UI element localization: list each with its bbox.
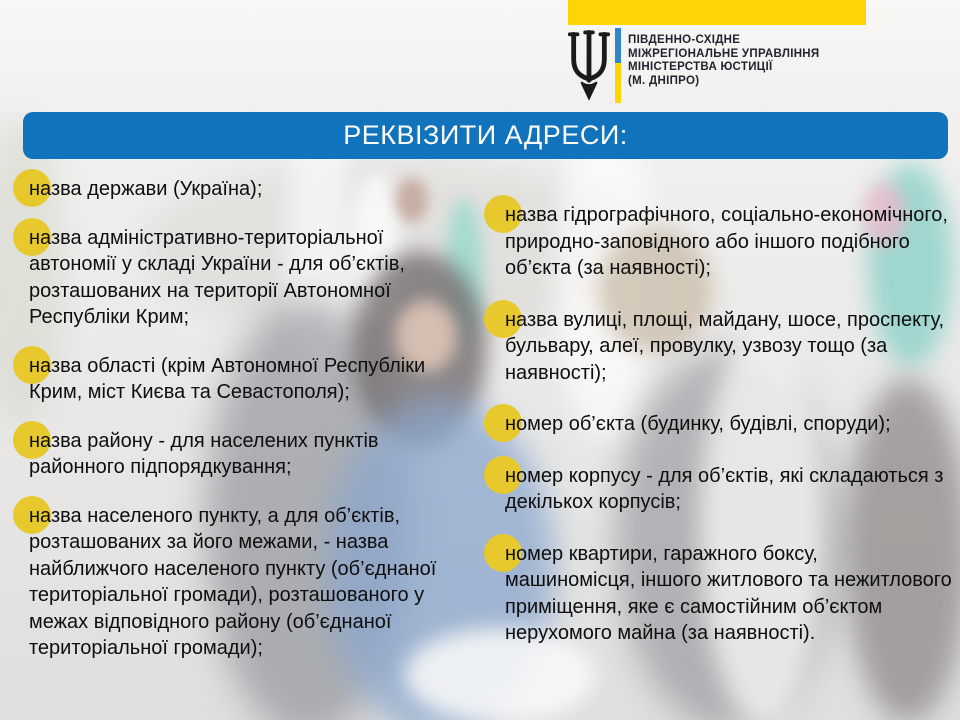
item-text: назва вулиці, площі, майдану, шосе, проспекту, бульвару, алеї, провулку, узвозу тощо (за наявності); bbox=[505, 308, 944, 384]
item-text: назва району - для населених пунктів районного підпорядкування; bbox=[29, 429, 379, 478]
item-text: назва адміністративно-територіальної автономії у складі України - для об’єктів, розташованих на території Автономної Республіки Крим; bbox=[29, 226, 405, 328]
list-item bbox=[505, 202, 953, 282]
list-item bbox=[505, 307, 953, 387]
ministry-logo bbox=[566, 28, 819, 103]
list-item bbox=[29, 428, 457, 481]
list-item bbox=[29, 176, 457, 203]
trident-icon bbox=[566, 28, 612, 102]
item-text: номер квартири, гаражного боксу, машиномісця, іншого житлового та нежитлового приміщення, яке є самостійним об’єктом нерухомого майна (за наявності). bbox=[505, 542, 952, 644]
bullet-list-left bbox=[29, 176, 457, 684]
logo-line-2: МІЖРЕГІОНАЛЬНЕ УПРАВЛІННЯ bbox=[628, 47, 820, 60]
list-item bbox=[29, 503, 457, 662]
list-item bbox=[29, 353, 457, 406]
logo-line-3: МІНІСТЕРСТВА ЮСТИЦІЇ bbox=[628, 61, 773, 73]
logo-divider bbox=[615, 28, 621, 103]
item-text: назва держави (Україна); bbox=[29, 178, 263, 200]
logo-text bbox=[628, 28, 819, 88]
slide-title: РЕКВІЗИТИ АДРЕСИ: bbox=[343, 120, 628, 150]
logo-line-4: (М. ДНІПРО) bbox=[628, 74, 700, 87]
logo-line-1: ПІВДЕННО-СХІДНЕ bbox=[628, 34, 741, 46]
item-text: номер корпусу - для об’єктів, які складаються з декількох корпусів; bbox=[505, 464, 944, 513]
item-text: номер об’єкта (будинку, будівлі, споруди); bbox=[505, 413, 891, 435]
list-item bbox=[505, 541, 953, 647]
bullet-list-right bbox=[505, 202, 953, 672]
item-text: назва області (крім Автономної Республіки Крим, міст Києва та Севастополя); bbox=[29, 354, 426, 403]
item-text: назва гідрографічного, соціально-економічного, природно-заповідного або іншого подібного об’єкта (за наявності); bbox=[505, 204, 948, 279]
title-banner bbox=[23, 112, 948, 159]
list-item bbox=[29, 225, 457, 331]
list-item bbox=[505, 411, 953, 438]
item-text: назва населеного пункту, а для об’єктів, розташованих за його межами, - назва найближчого населеного пункту (об’єднаної територіальної громади), розташованого у межах відповідного району (об’єднаної територіальної громади); bbox=[29, 504, 437, 659]
list-item bbox=[505, 463, 953, 516]
top-flag-bar bbox=[568, 0, 866, 25]
